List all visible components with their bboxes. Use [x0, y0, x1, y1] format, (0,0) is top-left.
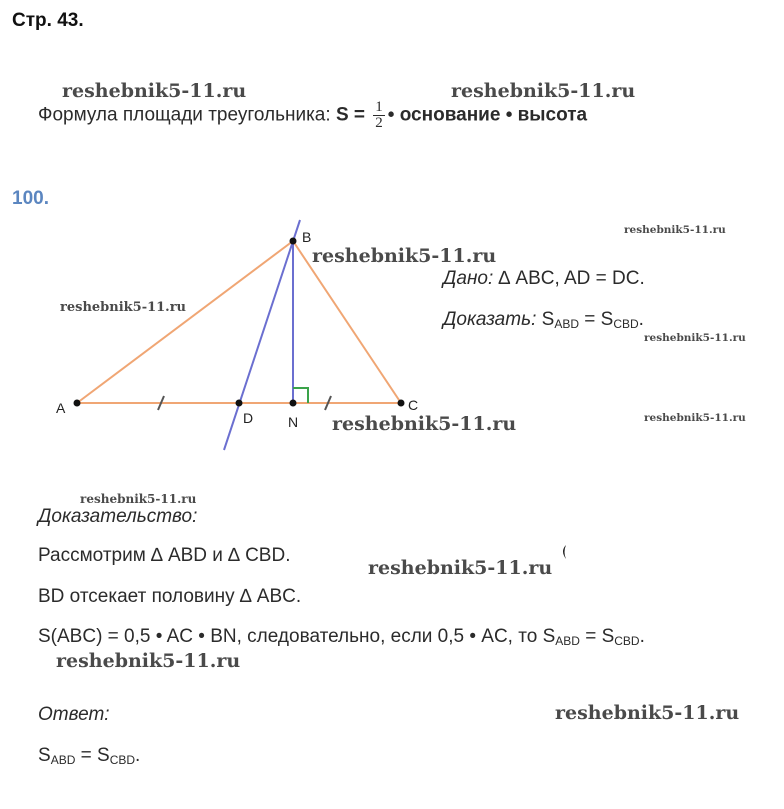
watermark: reshebnik5-11.ru — [555, 702, 740, 724]
formula-prefix: Формула площади треугольника: — [38, 104, 336, 126]
prove-label: Доказать: — [443, 309, 537, 330]
side-ab — [77, 241, 293, 403]
prove-eq: = S — [579, 309, 614, 330]
watermark: reshebnik5-11.ru — [312, 245, 497, 267]
task-number: 100. — [12, 188, 49, 209]
answer-s1: S — [38, 745, 51, 766]
label-a: A — [56, 400, 66, 416]
proof-line-3-sub1: ABD — [555, 634, 580, 648]
point-n — [290, 400, 297, 407]
answer-value — [38, 745, 140, 767]
watermark: reshebnik5-11.ru — [80, 492, 197, 506]
proof-line-3-eq: = S — [579, 626, 615, 647]
watermark: reshebnik5-11.ru — [56, 650, 241, 672]
label-c: C — [408, 397, 419, 413]
formula-rhs: • основание • высота — [387, 104, 588, 126]
proof-line-3 — [38, 626, 645, 648]
watermark: reshebnik5-11.ru — [451, 80, 636, 102]
fraction-denominator: 2 — [375, 115, 383, 131]
prove-sub2: CBD — [613, 317, 639, 331]
proof-line-1: Рассмотрим ∆ ABD и ∆ CBD. — [38, 545, 291, 566]
given-label: Дано: — [443, 268, 494, 289]
watermark: reshebnik5-11.ru — [60, 300, 187, 315]
prove-sub1: ABD — [554, 317, 579, 331]
given-text: ∆ ABC, AD = DC. — [493, 268, 645, 289]
prove-end: . — [638, 309, 644, 330]
given-statement — [443, 268, 645, 290]
point-c — [398, 400, 405, 407]
answer-eq: = S — [75, 745, 110, 766]
answer-sub2: CBD — [109, 753, 136, 767]
point-a — [74, 400, 81, 407]
watermark: reshebnik5-11.ru — [332, 413, 517, 435]
watermark: reshebnik5-11.ru — [644, 332, 746, 344]
watermark: reshebnik5-11.ru — [624, 224, 726, 236]
formula-lhs: S = — [335, 104, 371, 126]
point-d — [236, 400, 243, 407]
proof-line-2: BD отсекает половину ∆ ABC. — [38, 586, 302, 607]
watermark: reshebnik5-11.ru — [368, 557, 553, 579]
page-number: Стр. 43. — [12, 10, 84, 31]
answer-heading: Ответ: — [38, 704, 110, 725]
watermark: reshebnik5-11.ru — [644, 412, 746, 424]
answer-end: . — [135, 745, 141, 766]
label-b: B — [302, 229, 312, 245]
prove-statement — [443, 309, 644, 331]
label-d: D — [243, 410, 254, 426]
watermark: reshebnik5-11.ru — [62, 80, 247, 102]
crescent-mark — [563, 545, 566, 559]
proof-line-3-end: . — [639, 626, 645, 647]
proof-line-3-sub2: CBD — [614, 634, 640, 648]
proof-line-3-text: S(ABC) = 0,5 • AC • BN, следовательно, если 0,5 • AC, то S — [38, 626, 556, 647]
label-n: N — [288, 414, 299, 430]
fraction-numerator: 1 — [375, 99, 383, 115]
point-b — [290, 238, 297, 245]
proof-heading: Доказательство: — [38, 506, 198, 527]
answer-sub1: ABD — [50, 753, 76, 767]
prove-s1: S — [536, 309, 555, 330]
